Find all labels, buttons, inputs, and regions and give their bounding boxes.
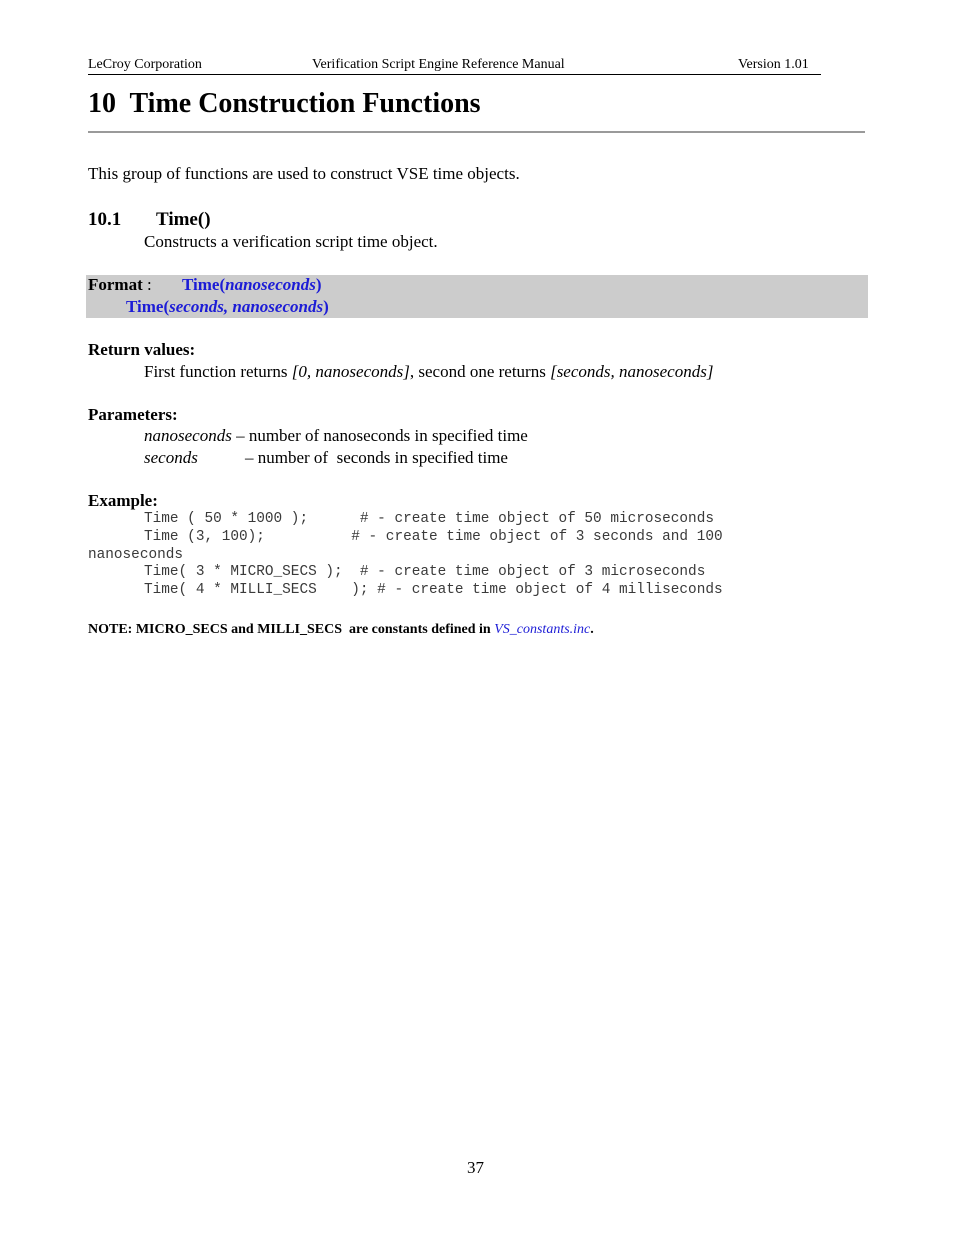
return-part-1: First function returns: [144, 362, 292, 381]
format-line2-name: Time(: [126, 297, 170, 316]
example-heading: Example:: [88, 491, 158, 510]
header-company: LeCroy Corporation: [88, 57, 202, 72]
note-file: VS_constants.inc: [494, 622, 591, 637]
return-part-4: [seconds, nanoseconds]: [550, 362, 714, 381]
header-rule: [88, 74, 821, 75]
format-separator: :: [142, 275, 152, 294]
section-title: Time(): [156, 209, 211, 230]
example-code-line: Time( 4 * MILLI_SECS ); # - create time object of 4 milliseconds: [144, 582, 723, 598]
section-number: 10.1: [88, 209, 122, 230]
chapter-title: 10 Time Construction Functions: [88, 88, 481, 119]
section-description: Constructs a verification script time object.: [144, 232, 438, 251]
chapter-intro: This group of functions are used to construct VSE time objects.: [88, 164, 520, 183]
example-code-line: nanoseconds: [88, 547, 183, 563]
page-number: 37: [467, 1158, 484, 1177]
chapter-title-rule: [88, 131, 865, 133]
header-manual-title: Verification Script Engine Reference Manual: [312, 57, 565, 72]
format-label-line: [88, 275, 152, 295]
note-text: NOTE: MICRO_SECS and MILLI_SECS are constants defined in: [88, 622, 495, 637]
parameters-heading: Parameters:: [88, 405, 178, 424]
parameter-item: [144, 426, 528, 446]
return-values-heading: Return values:: [88, 340, 196, 359]
format-line2-args: seconds, nanoseconds: [169, 297, 324, 316]
format-signature-2: [126, 297, 329, 317]
format-line1-name: Time(: [182, 275, 226, 294]
example-code-line: Time (3, 100); # - create time object of 3 seconds and 100: [144, 529, 723, 545]
parameter-name: seconds: [144, 448, 198, 467]
format-line1-close: ): [315, 275, 322, 294]
return-part-3: , second one returns: [409, 362, 551, 381]
format-line2-close: ): [323, 297, 329, 316]
header-version: Version 1.01: [738, 57, 809, 72]
parameter-name: nanoseconds: [144, 426, 232, 445]
return-values-text: [144, 362, 713, 382]
return-part-2: [0, nanoseconds]: [291, 362, 410, 381]
example-code-line: Time( 3 * MICRO_SECS ); # - create time object of 3 microseconds: [144, 564, 706, 580]
format-signature-1: [182, 275, 321, 295]
format-label: Format: [88, 275, 143, 294]
format-line1-args: nanoseconds: [225, 275, 316, 294]
parameter-desc: – number of nanoseconds in specified time: [231, 426, 528, 445]
note-end: .: [590, 622, 594, 637]
parameter-desc: – number of seconds in specified time: [245, 448, 508, 467]
example-code-line: Time ( 50 * 1000 ); # - create time object of 50 microseconds: [144, 511, 714, 527]
note: [88, 622, 594, 638]
